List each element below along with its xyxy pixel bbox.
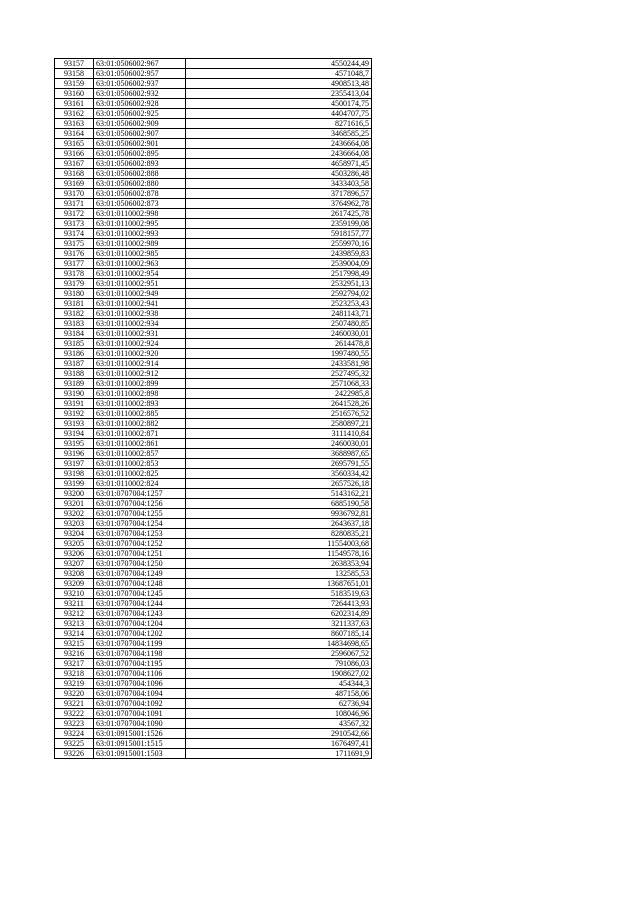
cadastral-number-cell: 63:01:0506002:901 xyxy=(94,139,186,149)
cadastral-value-cell: 3111410,84 xyxy=(186,429,372,439)
cadastral-value-cell: 2532951,13 xyxy=(186,279,372,289)
cadastral-number-cell: 63:01:0707004:1249 xyxy=(94,569,186,579)
cadastral-value-cell: 3764962,78 xyxy=(186,199,372,209)
cadastral-value-cell: 2355413,04 xyxy=(186,89,372,99)
cadastral-number-cell: 63:01:0110002:954 xyxy=(94,269,186,279)
table-row xyxy=(55,179,372,189)
cadastral-number-cell: 63:01:0110002:924 xyxy=(94,339,186,349)
cadastral-number-cell: 63:01:0110002:949 xyxy=(94,289,186,299)
cadastral-value-cell: 3433403,58 xyxy=(186,179,372,189)
row-number-cell: 93165 xyxy=(55,139,94,149)
cadastral-value-cell: 2436664,08 xyxy=(186,139,372,149)
table-row xyxy=(55,319,372,329)
row-number-cell: 93201 xyxy=(55,499,94,509)
table-row xyxy=(55,369,372,379)
table-row xyxy=(55,709,372,719)
row-number-cell: 93211 xyxy=(55,599,94,609)
table-row xyxy=(55,349,372,359)
cadastral-value-cell: 791086,03 xyxy=(186,659,372,669)
cadastral-number-cell: 63:01:0110002:941 xyxy=(94,299,186,309)
cadastral-value-cell: 2481143,71 xyxy=(186,309,372,319)
row-number-cell: 93213 xyxy=(55,619,94,629)
cadastral-value-cell: 2507480,85 xyxy=(186,319,372,329)
cadastral-number-cell: 63:01:0110002:824 xyxy=(94,479,186,489)
cadastral-number-cell: 63:01:0110002:985 xyxy=(94,249,186,259)
table-row xyxy=(55,499,372,509)
row-number-cell: 93203 xyxy=(55,519,94,529)
table-row xyxy=(55,109,372,119)
cadastral-number-cell: 63:01:0110002:861 xyxy=(94,439,186,449)
cadastral-value-cell: 8280835,21 xyxy=(186,529,372,539)
cadastral-number-cell: 63:01:0110002:885 xyxy=(94,409,186,419)
cadastral-number-cell: 63:01:0110002:853 xyxy=(94,459,186,469)
cadastral-number-cell: 63:01:0707004:1092 xyxy=(94,699,186,709)
table-row xyxy=(55,239,372,249)
cadastral-number-cell: 63:01:0506002:878 xyxy=(94,189,186,199)
cadastral-value-cell: 2516576,52 xyxy=(186,409,372,419)
row-number-cell: 93212 xyxy=(55,609,94,619)
row-number-cell: 93196 xyxy=(55,449,94,459)
table-row xyxy=(55,619,372,629)
cadastral-number-cell: 63:01:0707004:1198 xyxy=(94,649,186,659)
row-number-cell: 93194 xyxy=(55,429,94,439)
cadastral-number-cell: 63:01:0707004:1251 xyxy=(94,549,186,559)
cadastral-value-cell: 108046,96 xyxy=(186,709,372,719)
cadastral-value-cell: 132585,53 xyxy=(186,569,372,579)
table-row xyxy=(55,199,372,209)
cadastral-number-cell: 63:01:0707004:1094 xyxy=(94,689,186,699)
cadastral-value-cell: 3468585,25 xyxy=(186,129,372,139)
table-row xyxy=(55,269,372,279)
cadastral-number-cell: 63:01:0110002:989 xyxy=(94,239,186,249)
row-number-cell: 93222 xyxy=(55,709,94,719)
row-number-cell: 93189 xyxy=(55,379,94,389)
cadastral-number-cell: 63:01:0110002:914 xyxy=(94,359,186,369)
table-row xyxy=(55,219,372,229)
row-number-cell: 93218 xyxy=(55,669,94,679)
table-row xyxy=(55,389,372,399)
row-number-cell: 93209 xyxy=(55,579,94,589)
cadastral-value-cell: 2460030,01 xyxy=(186,439,372,449)
row-number-cell: 93191 xyxy=(55,399,94,409)
cadastral-value-cell: 6202314,89 xyxy=(186,609,372,619)
row-number-cell: 93220 xyxy=(55,689,94,699)
cadastral-number-cell: 63:01:0110002:893 xyxy=(94,399,186,409)
cadastral-value-cell: 2422985,8 xyxy=(186,389,372,399)
row-number-cell: 93204 xyxy=(55,529,94,539)
cadastral-number-cell: 63:01:0110002:857 xyxy=(94,449,186,459)
table-row xyxy=(55,529,372,539)
cadastral-number-cell: 63:01:0707004:1255 xyxy=(94,509,186,519)
cadastral-value-cell: 2523253,43 xyxy=(186,299,372,309)
row-number-cell: 93214 xyxy=(55,629,94,639)
table-row xyxy=(55,579,372,589)
table-row xyxy=(55,509,372,519)
cadastral-number-cell: 63:01:0110002:920 xyxy=(94,349,186,359)
cadastral-number-cell: 63:01:0506002:957 xyxy=(94,69,186,79)
table-row xyxy=(55,439,372,449)
cadastral-number-cell: 63:01:0915001:1503 xyxy=(94,749,186,759)
row-number-cell: 93210 xyxy=(55,589,94,599)
cadastral-value-cell: 2571068,33 xyxy=(186,379,372,389)
row-number-cell: 93161 xyxy=(55,99,94,109)
cadastral-value-cell: 2592794,02 xyxy=(186,289,372,299)
cadastral-number-cell: 63:01:0110002:871 xyxy=(94,429,186,439)
cadastral-number-cell: 63:01:0506002:928 xyxy=(94,99,186,109)
cadastral-value-cell: 2695791,55 xyxy=(186,459,372,469)
table-row xyxy=(55,629,372,639)
row-number-cell: 93162 xyxy=(55,109,94,119)
table-row xyxy=(55,189,372,199)
cadastral-value-cell: 2436664,08 xyxy=(186,149,372,159)
row-number-cell: 93226 xyxy=(55,749,94,759)
table-row xyxy=(55,639,372,649)
table-row xyxy=(55,289,372,299)
cadastral-value-cell: 14834698,65 xyxy=(186,639,372,649)
row-number-cell: 93157 xyxy=(55,59,94,69)
cadastral-number-cell: 63:01:0506002:907 xyxy=(94,129,186,139)
cadastral-number-cell: 63:01:0506002:925 xyxy=(94,109,186,119)
row-number-cell: 93159 xyxy=(55,79,94,89)
table-row xyxy=(55,749,372,759)
row-number-cell: 93160 xyxy=(55,89,94,99)
table-body xyxy=(55,59,372,759)
cadastral-number-cell: 63:01:0707004:1202 xyxy=(94,629,186,639)
row-number-cell: 93202 xyxy=(55,509,94,519)
table-row xyxy=(55,739,372,749)
cadastral-value-cell: 2657526,18 xyxy=(186,479,372,489)
cadastral-value-cell: 5143162,21 xyxy=(186,489,372,499)
table-row xyxy=(55,379,372,389)
cadastral-value-cell: 2641528,26 xyxy=(186,399,372,409)
table-row xyxy=(55,99,372,109)
cadastral-value-cell: 4404707,75 xyxy=(186,109,372,119)
table-row xyxy=(55,699,372,709)
cadastral-value-cell: 1908627,02 xyxy=(186,669,372,679)
row-number-cell: 93169 xyxy=(55,179,94,189)
cadastral-value-cell: 2517998,49 xyxy=(186,269,372,279)
cadastral-value-cell: 6885190,58 xyxy=(186,499,372,509)
cadastral-number-cell: 63:01:0915001:1526 xyxy=(94,729,186,739)
cadastral-number-cell: 63:01:0707004:1257 xyxy=(94,489,186,499)
row-number-cell: 93188 xyxy=(55,369,94,379)
row-number-cell: 93198 xyxy=(55,469,94,479)
cadastral-value-cell: 8271616,5 xyxy=(186,119,372,129)
row-number-cell: 93221 xyxy=(55,699,94,709)
table-row xyxy=(55,409,372,419)
row-number-cell: 93216 xyxy=(55,649,94,659)
row-number-cell: 93199 xyxy=(55,479,94,489)
cadastral-number-cell: 63:01:0707004:1106 xyxy=(94,669,186,679)
cadastral-number-cell: 63:01:0707004:1253 xyxy=(94,529,186,539)
cadastral-number-cell: 63:01:0707004:1248 xyxy=(94,579,186,589)
table-row xyxy=(55,299,372,309)
table-row xyxy=(55,149,372,159)
cadastral-number-cell: 63:01:0110002:998 xyxy=(94,209,186,219)
cadastral-number-cell: 63:01:0707004:1256 xyxy=(94,499,186,509)
row-number-cell: 93167 xyxy=(55,159,94,169)
table-row xyxy=(55,259,372,269)
cadastral-number-cell: 63:01:0506002:909 xyxy=(94,119,186,129)
table-row xyxy=(55,649,372,659)
cadastral-value-cell: 2614478,8 xyxy=(186,339,372,349)
cadastral-number-cell: 63:01:0110002:882 xyxy=(94,419,186,429)
table-row xyxy=(55,419,372,429)
cadastral-value-cell: 2643637,18 xyxy=(186,519,372,529)
row-number-cell: 93208 xyxy=(55,569,94,579)
cadastral-number-cell: 63:01:0506002:893 xyxy=(94,159,186,169)
row-number-cell: 93197 xyxy=(55,459,94,469)
row-number-cell: 93184 xyxy=(55,329,94,339)
row-number-cell: 93173 xyxy=(55,219,94,229)
row-number-cell: 93225 xyxy=(55,739,94,749)
row-number-cell: 93182 xyxy=(55,309,94,319)
row-number-cell: 93174 xyxy=(55,229,94,239)
cadastral-value-cell: 3211337,63 xyxy=(186,619,372,629)
table-row xyxy=(55,339,372,349)
cadastral-value-cell: 2527495,32 xyxy=(186,369,372,379)
table-row xyxy=(55,79,372,89)
row-number-cell: 93206 xyxy=(55,549,94,559)
cadastral-value-cell: 9936792,81 xyxy=(186,509,372,519)
cadastral-value-cell: 487158,06 xyxy=(186,689,372,699)
cadastral-value-cell: 4908513,48 xyxy=(186,79,372,89)
cadastral-number-cell: 63:01:0707004:1250 xyxy=(94,559,186,569)
cadastral-number-cell: 63:01:0110002:963 xyxy=(94,259,186,269)
table-row xyxy=(55,689,372,699)
row-number-cell: 93180 xyxy=(55,289,94,299)
cadastral-number-cell: 63:01:0915001:1515 xyxy=(94,739,186,749)
table-row xyxy=(55,359,372,369)
row-number-cell: 93205 xyxy=(55,539,94,549)
row-number-cell: 93215 xyxy=(55,639,94,649)
table-row xyxy=(55,549,372,559)
row-number-cell: 93190 xyxy=(55,389,94,399)
table-row xyxy=(55,399,372,409)
table-row xyxy=(55,279,372,289)
row-number-cell: 93200 xyxy=(55,489,94,499)
table-row xyxy=(55,459,372,469)
cadastral-value-cell: 2638353,94 xyxy=(186,559,372,569)
cadastral-value-cell: 11554003,68 xyxy=(186,539,372,549)
cadastral-number-cell: 63:01:0506002:888 xyxy=(94,169,186,179)
cadastral-value-cell: 7264413,93 xyxy=(186,599,372,609)
row-number-cell: 93168 xyxy=(55,169,94,179)
cadastral-number-cell: 63:01:0110002:898 xyxy=(94,389,186,399)
cadastral-number-cell: 63:01:0506002:937 xyxy=(94,79,186,89)
table-row xyxy=(55,569,372,579)
table-row xyxy=(55,329,372,339)
cadastral-value-cell: 1997480,55 xyxy=(186,349,372,359)
cadastral-value-cell: 3688987,65 xyxy=(186,449,372,459)
cadastral-value-cell: 4658971,45 xyxy=(186,159,372,169)
table-row xyxy=(55,539,372,549)
cadastral-number-cell: 63:01:0707004:1243 xyxy=(94,609,186,619)
table-row xyxy=(55,729,372,739)
cadastral-value-cell: 5183519,63 xyxy=(186,589,372,599)
cadastral-number-cell: 63:01:0707004:1244 xyxy=(94,599,186,609)
row-number-cell: 93185 xyxy=(55,339,94,349)
row-number-cell: 93183 xyxy=(55,319,94,329)
table-row xyxy=(55,519,372,529)
cadastral-value-cell: 8607185,14 xyxy=(186,629,372,639)
row-number-cell: 93192 xyxy=(55,409,94,419)
table-row xyxy=(55,59,372,69)
cadastral-value-cell: 2433581,98 xyxy=(186,359,372,369)
table-row xyxy=(55,469,372,479)
table-row xyxy=(55,129,372,139)
cadastral-value-cell: 11549578,16 xyxy=(186,549,372,559)
table-row xyxy=(55,139,372,149)
cadastral-value-cell: 62736,94 xyxy=(186,699,372,709)
table-row xyxy=(55,719,372,729)
cadastral-value-cell: 43567,32 xyxy=(186,719,372,729)
cadastral-value-cell: 4550244,49 xyxy=(186,59,372,69)
row-number-cell: 93195 xyxy=(55,439,94,449)
table-row xyxy=(55,69,372,79)
row-number-cell: 93175 xyxy=(55,239,94,249)
cadastral-number-cell: 63:01:0707004:1254 xyxy=(94,519,186,529)
cadastral-number-cell: 63:01:0707004:1090 xyxy=(94,719,186,729)
cadastral-number-cell: 63:01:0707004:1195 xyxy=(94,659,186,669)
row-number-cell: 93171 xyxy=(55,199,94,209)
table-row xyxy=(55,229,372,239)
cadastral-value-cell: 2580897,21 xyxy=(186,419,372,429)
cadastral-value-cell: 1711691,9 xyxy=(186,749,372,759)
cadastral-number-cell: 63:01:0707004:1199 xyxy=(94,639,186,649)
cadastral-number-cell: 63:01:0506002:967 xyxy=(94,59,186,69)
table-row xyxy=(55,119,372,129)
cadastral-value-cell: 3717896,57 xyxy=(186,189,372,199)
cadastral-number-cell: 63:01:0707004:1245 xyxy=(94,589,186,599)
cadastral-value-cell: 2460030,01 xyxy=(186,329,372,339)
row-number-cell: 93163 xyxy=(55,119,94,129)
cadastral-number-cell: 63:01:0110002:995 xyxy=(94,219,186,229)
row-number-cell: 93170 xyxy=(55,189,94,199)
table-row xyxy=(55,249,372,259)
cadastral-value-cell: 2910542,66 xyxy=(186,729,372,739)
cadastral-number-cell: 63:01:0110002:912 xyxy=(94,369,186,379)
table-row xyxy=(55,669,372,679)
cadastral-number-cell: 63:01:0110002:934 xyxy=(94,319,186,329)
cadastral-number-cell: 63:01:0110002:825 xyxy=(94,469,186,479)
cadastral-value-cell: 5918157,77 xyxy=(186,229,372,239)
row-number-cell: 93224 xyxy=(55,729,94,739)
cadastral-number-cell: 63:01:0110002:993 xyxy=(94,229,186,239)
row-number-cell: 93172 xyxy=(55,209,94,219)
table-row xyxy=(55,169,372,179)
row-number-cell: 93223 xyxy=(55,719,94,729)
cadastral-value-cell: 13687651,01 xyxy=(186,579,372,589)
cadastral-value-cell: 2359199,08 xyxy=(186,219,372,229)
cadastral-value-cell: 4500174,75 xyxy=(186,99,372,109)
cadastral-value-cell: 4503286,48 xyxy=(186,169,372,179)
row-number-cell: 93219 xyxy=(55,679,94,689)
table-row xyxy=(55,589,372,599)
row-number-cell: 93178 xyxy=(55,269,94,279)
table-row xyxy=(55,559,372,569)
cadastral-number-cell: 63:01:0110002:951 xyxy=(94,279,186,289)
table-row xyxy=(55,209,372,219)
cadastral-number-cell: 63:01:0707004:1096 xyxy=(94,679,186,689)
cadastral-value-cell: 1676497,41 xyxy=(186,739,372,749)
cadastral-number-cell: 63:01:0506002:895 xyxy=(94,149,186,159)
row-number-cell: 93207 xyxy=(55,559,94,569)
cadastral-value-cell: 2596067,52 xyxy=(186,649,372,659)
row-number-cell: 93217 xyxy=(55,659,94,669)
cadastral-number-cell: 63:01:0110002:931 xyxy=(94,329,186,339)
cadastral-value-cell: 2559970,16 xyxy=(186,239,372,249)
cadastral-number-cell: 63:01:0506002:873 xyxy=(94,199,186,209)
table-row xyxy=(55,429,372,439)
table-row xyxy=(55,309,372,319)
row-number-cell: 93166 xyxy=(55,149,94,159)
row-number-cell: 93164 xyxy=(55,129,94,139)
table-row xyxy=(55,89,372,99)
table-row xyxy=(55,659,372,669)
row-number-cell: 93177 xyxy=(55,259,94,269)
table-row xyxy=(55,159,372,169)
row-number-cell: 93181 xyxy=(55,299,94,309)
cadastral-value-table xyxy=(54,58,372,759)
cadastral-value-cell: 454344,3 xyxy=(186,679,372,689)
cadastral-value-cell: 2539004,09 xyxy=(186,259,372,269)
table-row xyxy=(55,489,372,499)
row-number-cell: 93187 xyxy=(55,359,94,369)
cadastral-value-cell: 4571048,7 xyxy=(186,69,372,79)
table-row xyxy=(55,679,372,689)
cadastral-number-cell: 63:01:0707004:1204 xyxy=(94,619,186,629)
row-number-cell: 93179 xyxy=(55,279,94,289)
row-number-cell: 93193 xyxy=(55,419,94,429)
cadastral-value-cell: 2617425,78 xyxy=(186,209,372,219)
cadastral-number-cell: 63:01:0506002:932 xyxy=(94,89,186,99)
cadastral-value-cell: 3560334,42 xyxy=(186,469,372,479)
cadastral-number-cell: 63:01:0506002:880 xyxy=(94,179,186,189)
row-number-cell: 93158 xyxy=(55,69,94,79)
table-row xyxy=(55,599,372,609)
cadastral-number-cell: 63:01:0110002:899 xyxy=(94,379,186,389)
cadastral-number-cell: 63:01:0707004:1091 xyxy=(94,709,186,719)
cadastral-value-cell: 2439859,83 xyxy=(186,249,372,259)
cadastral-number-cell: 63:01:0110002:938 xyxy=(94,309,186,319)
row-number-cell: 93186 xyxy=(55,349,94,359)
cadastral-number-cell: 63:01:0707004:1252 xyxy=(94,539,186,549)
table-row xyxy=(55,449,372,459)
table-row xyxy=(55,609,372,619)
row-number-cell: 93176 xyxy=(55,249,94,259)
table-row xyxy=(55,479,372,489)
